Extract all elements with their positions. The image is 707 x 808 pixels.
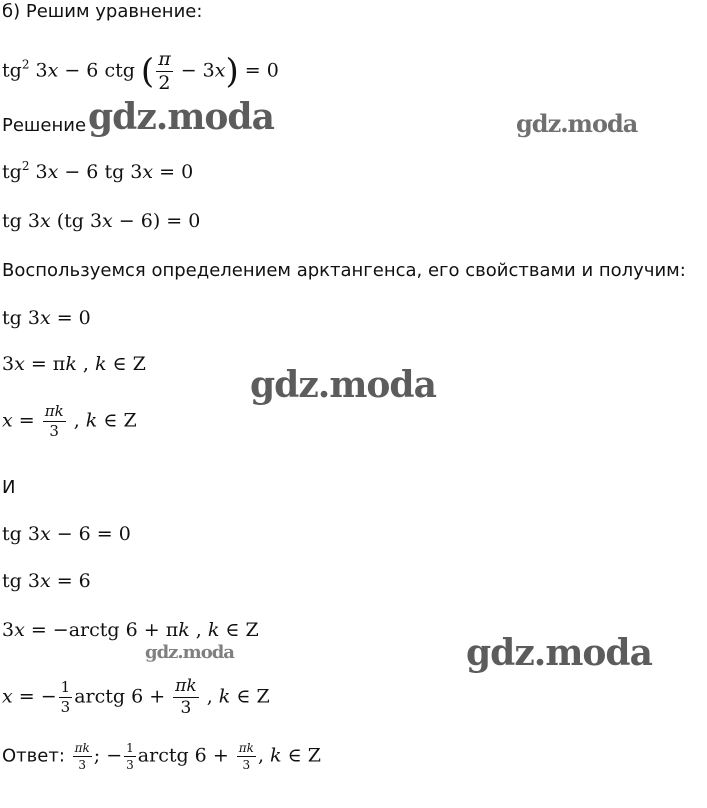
eq-part: , [76, 353, 95, 375]
solution-label: Решение [2, 115, 87, 136]
fraction-numerator: π [158, 48, 171, 70]
fraction-denominator: 3 [242, 758, 251, 772]
one-third-fraction [59, 680, 73, 715]
eq-part: = π [24, 353, 66, 375]
eq-part: = 0 [50, 307, 91, 329]
problem-heading: б) Решим уравнение: [2, 1, 203, 22]
and-label: И [2, 477, 16, 498]
left-paren: ( [140, 51, 155, 92]
eq-var: x [142, 161, 154, 183]
pi-k-over-three-fraction [43, 404, 66, 439]
pi-k-over-three-fraction [173, 678, 198, 717]
eq-part: , [257, 744, 271, 767]
eq-part: ∈ Z [281, 744, 321, 767]
fraction-denominator: 3 [60, 698, 71, 716]
right-paren: ) [225, 51, 239, 92]
fraction-numerator: 1 [126, 741, 134, 755]
eq-part: tg 3 [2, 307, 40, 329]
eq-part: ; − [93, 744, 123, 767]
eq-part: = 0 [153, 161, 194, 183]
eq-var: x [2, 685, 13, 708]
eq-var: x [102, 210, 113, 232]
eq-part: , [67, 409, 86, 432]
eq-part: − 6 = 0 [50, 523, 131, 545]
eq-part: = − [12, 685, 57, 708]
eq-part: 3 [2, 353, 15, 375]
equation-6 [2, 522, 131, 546]
fraction-numerator: πk [44, 402, 64, 420]
one-third-fraction [124, 742, 136, 771]
eq-part: ∈ Z [97, 409, 137, 432]
watermark: gdz.moda [88, 96, 274, 138]
fraction-denominator: 3 [180, 698, 192, 718]
equation-8 [2, 618, 259, 642]
fraction-numerator: 1 [60, 678, 71, 696]
eq-part: arctg 6 + [137, 744, 235, 767]
eq-part: ∈ Z [230, 685, 270, 708]
fraction-denominator: 3 [49, 422, 59, 440]
eq-var: x [47, 161, 59, 183]
eq-part: , [189, 619, 208, 641]
eq-var: x [2, 409, 13, 432]
fraction-denominator: 3 [78, 758, 87, 772]
eq-var: x [47, 59, 59, 82]
explanation-text: Воспользуемся определением арктангенса, его свойствами и получим: [2, 260, 686, 281]
eq-var: k [270, 744, 282, 767]
fraction-denominator: 3 [126, 758, 134, 772]
equation-3 [2, 306, 91, 330]
watermark: gdz.moda [516, 109, 638, 138]
equation-4 [2, 352, 146, 376]
eq-var: x [214, 59, 226, 82]
eq-var: x [39, 570, 51, 592]
fraction-numerator: πk [238, 741, 254, 755]
eq-var: k [65, 353, 77, 375]
watermark: gdz.moda [250, 364, 436, 406]
eq-part: − 6 tg 3 [58, 161, 143, 183]
eq-var: x [39, 523, 51, 545]
eq-part: (tg 3 [50, 210, 103, 232]
pi-k-over-three-fraction [237, 742, 256, 771]
eq-var: x [39, 307, 51, 329]
equation-9 [2, 678, 270, 717]
eq-exponent: 2 [21, 159, 30, 173]
eq-part: ∈ Z [106, 353, 146, 375]
watermark: gdz.moda [466, 632, 652, 674]
eq-var: k [207, 619, 220, 641]
eq-var: x [14, 619, 25, 641]
eq-part: = 6 [50, 570, 91, 592]
eq-part: = −arctg 6 + π [24, 619, 179, 641]
eq-part: tg [2, 161, 22, 183]
eq-part: tg 3 [2, 210, 40, 232]
eq-part: − 6) = 0 [112, 210, 201, 232]
fraction-numerator: πk [74, 741, 90, 755]
eq-var: x [14, 353, 25, 375]
equation-2 [2, 209, 200, 233]
eq-var: k [85, 409, 98, 432]
equation-1 [2, 160, 193, 184]
eq-part: − 3 [174, 59, 215, 82]
eq-part: = 0 [238, 59, 279, 82]
answer-label: Ответ: [2, 745, 71, 767]
eq-var: k [94, 353, 107, 375]
equation-7 [2, 569, 91, 593]
eq-var: x [39, 210, 51, 232]
eq-part: 3 [2, 619, 15, 641]
answer-line [2, 742, 321, 771]
eq-var: k [178, 619, 190, 641]
eq-part: − 6 ctg [58, 59, 141, 82]
fraction-numerator: πk [175, 676, 197, 696]
fraction-denominator: 2 [158, 72, 171, 94]
eq-part: tg [2, 59, 22, 82]
watermark: gdz.moda [145, 642, 234, 663]
pi-over-two-fraction [156, 50, 173, 93]
given-equation [2, 50, 279, 93]
eq-exponent: 2 [21, 57, 30, 72]
eq-part: ∈ Z [219, 619, 259, 641]
eq-part: tg 3 [2, 570, 40, 592]
eq-var: k [218, 685, 231, 708]
eq-part: 3 [29, 59, 48, 82]
eq-part: tg 3 [2, 523, 40, 545]
eq-part: = [12, 409, 41, 432]
pi-k-over-three-fraction [73, 742, 92, 771]
eq-part: 3 [29, 161, 48, 183]
eq-part: , [200, 685, 219, 708]
equation-5 [2, 404, 137, 439]
eq-part: arctg 6 + [74, 685, 172, 708]
